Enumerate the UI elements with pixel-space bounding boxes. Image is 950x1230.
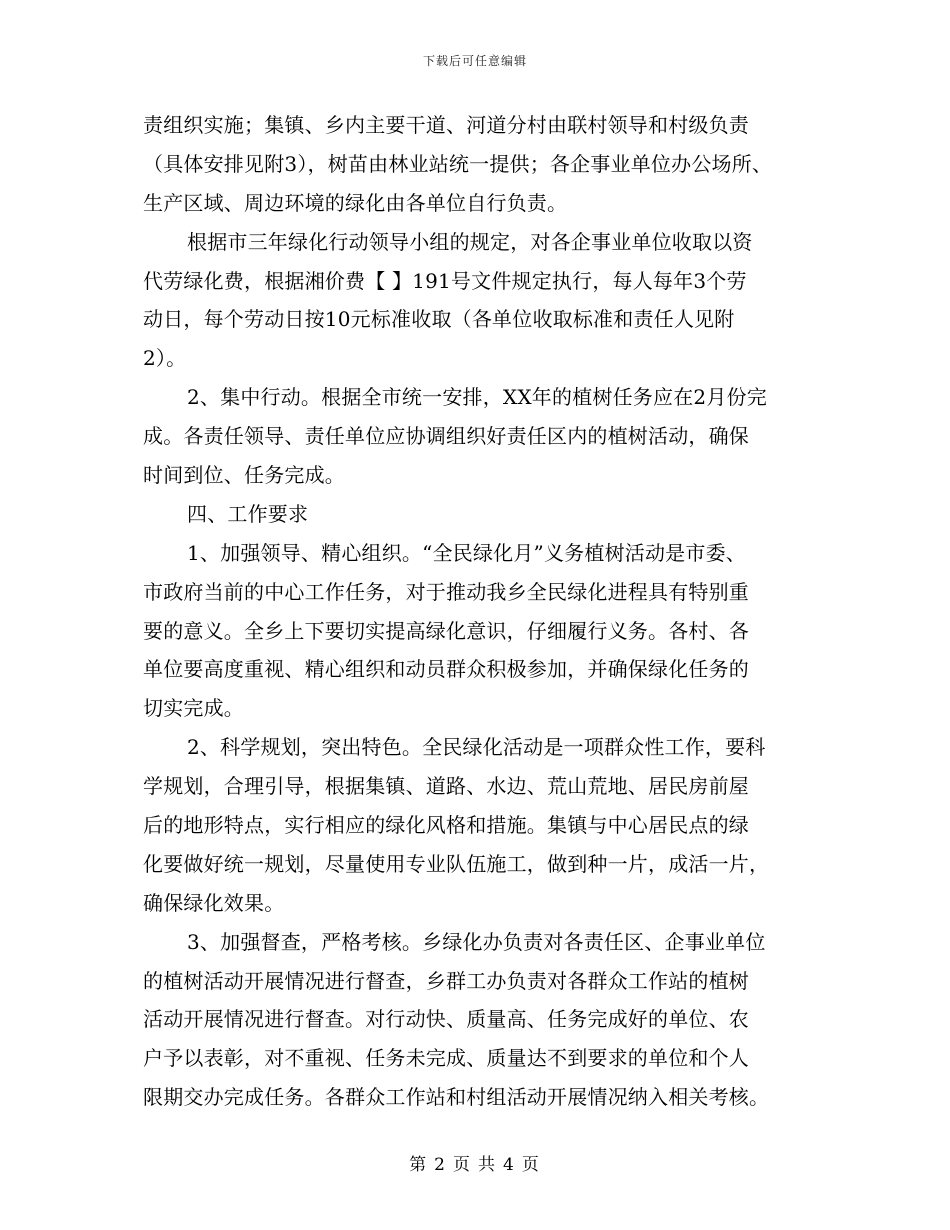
text-line: 时间到位、任务完成。 bbox=[143, 463, 345, 488]
text-line: 1、加强领导、精心组织。“全民绿化月”义务植树活动是市委、 bbox=[187, 540, 746, 565]
text-line: 代劳绿化费，根据湘价费【 】191号文件规定执行，每人每年3个劳 bbox=[143, 268, 747, 293]
footer-ye-2: 页 bbox=[521, 1155, 541, 1175]
footer-total-pages: 4 bbox=[503, 1155, 516, 1175]
text-line: 2、集中行动。根据全市统一安排，XX年的植树任务应在2月份完 bbox=[187, 385, 767, 410]
text-line: 2、科学规划，突出特色。全民绿化活动是一项群众性工作，要科 bbox=[187, 735, 766, 760]
text-line: 确保绿化效果。 bbox=[143, 890, 285, 915]
footer-page-number: 2 bbox=[434, 1155, 447, 1175]
text-line: 户予以表彰，对不重视、任务未完成、质量达不到要求的单位和个人 bbox=[143, 1046, 749, 1071]
text-line: 限期交办完成任务。各群众工作站和村组活动开展情况纳入相关考核。 bbox=[143, 1085, 770, 1110]
footer-ye: 页 bbox=[453, 1155, 472, 1175]
text-line: 动日，每个劳动日按10元标准收取（各单位收取标准和责任人见附 bbox=[143, 307, 735, 332]
text-line: 的植树活动开展情况进行督查，乡群工办负责对各群众工作站的植树 bbox=[143, 968, 749, 993]
text-line: 根据市三年绿化行动领导小组的规定，对各企事业单位收取以资 bbox=[187, 229, 753, 254]
text-line: 3、加强督查，严格考核。乡绿化办负责对各责任区、企事业单位 bbox=[187, 929, 766, 954]
text-line: 单位要高度重视、精心组织和动员群众积极参加，并确保绿化任务的 bbox=[143, 657, 749, 682]
text-line: （具体安排见附3），树苗由林业站统一提供；各企事业单位办公场所、 bbox=[143, 151, 773, 176]
page-footer bbox=[0, 1150, 950, 1175]
footer-gong: 共 bbox=[478, 1155, 497, 1175]
text-line: 市政府当前的中心工作任务，对于推动我乡全民绿化进程具有特别重 bbox=[143, 579, 749, 604]
text-line: 后的地形特点，实行相应的绿化风格和措施。集镇与中心居民点的绿 bbox=[143, 813, 749, 838]
text-line: 2）。 bbox=[143, 346, 187, 371]
text-line: 成。各责任领导、责任单位应协调组织好责任区内的植树活动，确保 bbox=[143, 424, 749, 449]
page-header: 下载后可任意编辑 bbox=[422, 54, 527, 68]
text-line: 要的意义。全乡上下要切实提高绿化意识，仔细履行义务。各村、各 bbox=[143, 618, 749, 643]
text-line: 四、工作要求 bbox=[187, 501, 309, 526]
text-line: 责组织实施；集镇、乡内主要干道、河道分村由联村领导和村级负责 bbox=[143, 113, 749, 137]
document-body bbox=[143, 106, 813, 1117]
text-line: 切实完成。 bbox=[143, 696, 244, 721]
text-line: 活动开展情况进行督查。对行动快、质量高、任务完成好的单位、农 bbox=[143, 1007, 749, 1032]
text-line: 生产区域、周边环境的绿化由各单位自行负责。 bbox=[143, 190, 568, 215]
text-line: 学规划，合理引导，根据集镇、道路、水边、荒山荒地、居民房前屋 bbox=[143, 774, 749, 799]
footer-di: 第 bbox=[409, 1155, 429, 1175]
text-line: 化要做好统一规划，尽量使用专业队伍施工，做到种一片，成活一片， bbox=[143, 851, 770, 876]
